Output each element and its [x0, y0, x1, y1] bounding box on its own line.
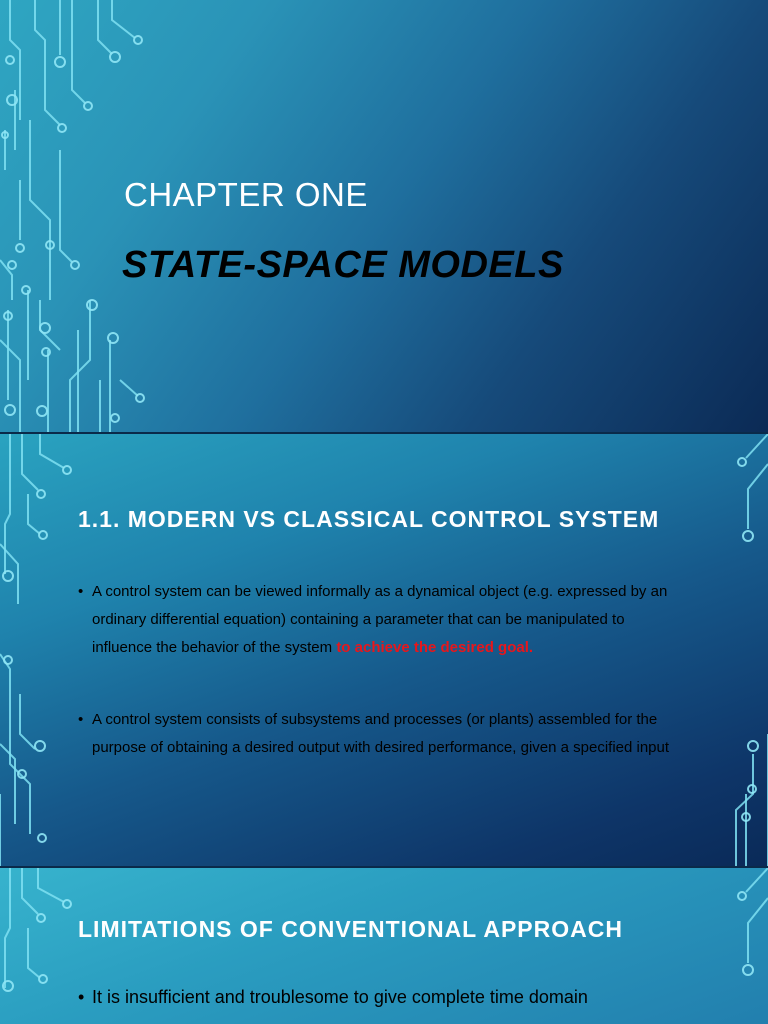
bullet-text: It is insufficient and troublesome to give complete time domain [92, 987, 588, 1007]
bullet-dot: • [78, 711, 84, 728]
bullet-item [78, 578, 682, 662]
bullet-dot: • [78, 987, 85, 1007]
slide-heading: LIMITATIONS OF CONVENTIONAL APPROACH [78, 916, 623, 942]
bullet-dot: • [78, 583, 84, 600]
bullet-text: A control system can be viewed informally as a dynamical object (e.g. expressed by an ordinary differential equation) containing a parameter that can be manipulated to influence the behavior of the system [92, 583, 668, 656]
bullet-text: A control system consists of subsystems and processes (or plants) assembled for the purpose of obtaining a desired output with desired performance, given a specified input [92, 711, 670, 756]
circuit-trace-decoration-right [708, 868, 768, 1024]
slide-heading: 1.1. MODERN VS CLASSICAL CONTROL SYSTEM [78, 506, 660, 532]
bullet-highlight: to achieve the desired goal. [336, 639, 534, 656]
chapter-label: CHAPTER ONE [124, 176, 368, 213]
bullet-item [78, 706, 682, 762]
bullet-list [78, 578, 682, 762]
circuit-trace-decoration-left [0, 868, 80, 1024]
bullet-item [78, 982, 682, 1012]
circuit-trace-decoration-left [0, 434, 80, 866]
slide-title [0, 0, 768, 432]
bullet-list [78, 982, 682, 1012]
circuit-trace-decoration-left [0, 0, 160, 432]
slide-modern-vs-classical [0, 434, 768, 866]
chapter-title: STATE-SPACE MODELS [122, 244, 564, 286]
slide-limitations [0, 868, 768, 1024]
circuit-trace-decoration-right [708, 434, 768, 866]
